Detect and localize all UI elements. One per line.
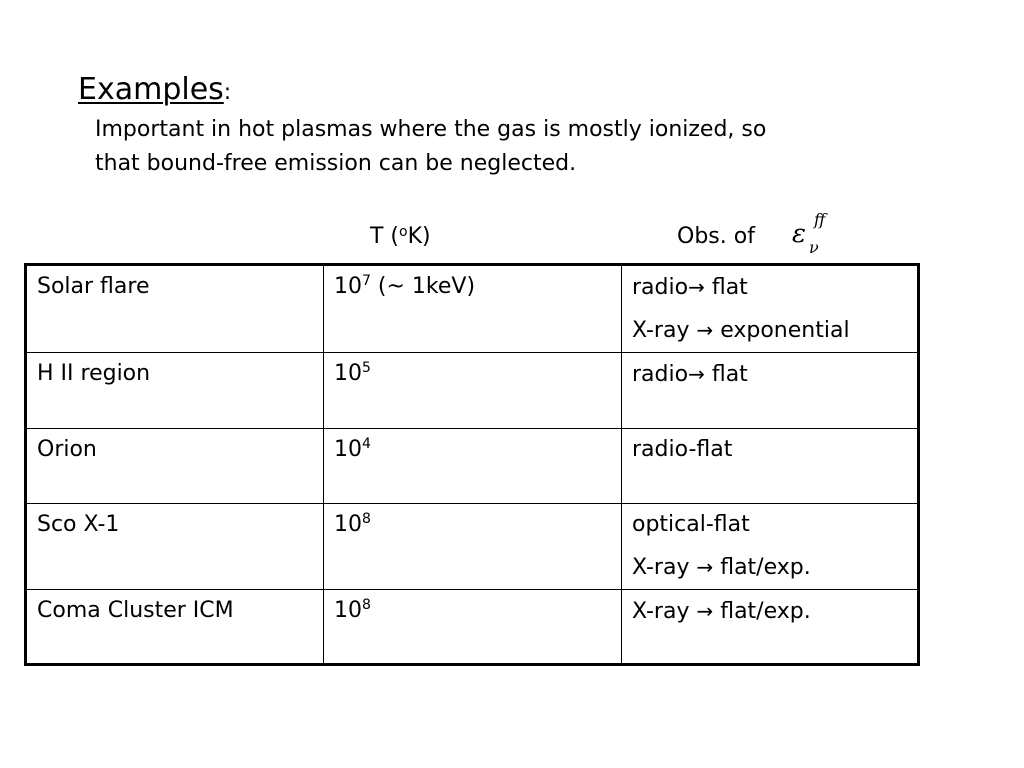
temperature-exponent: 5 [362, 360, 371, 376]
title-text: Examples [78, 72, 224, 107]
temperature-base: 10 [334, 512, 362, 537]
right-arrow-icon: → [688, 275, 705, 299]
observation-spectrum: exponential [713, 318, 850, 343]
observation-spectrum: flat [704, 275, 748, 300]
intro-line-2: that bound-free emission can be neglected. [95, 151, 577, 176]
observation-column-header: Obs. of [677, 224, 755, 249]
temperature-exponent: 8 [362, 511, 371, 527]
observation-cell [622, 429, 919, 504]
ff-superscript: ff [814, 210, 826, 229]
observation-line [632, 353, 907, 396]
emissivity-symbol [789, 208, 837, 256]
observation-band: X-ray [632, 318, 697, 343]
observation-cell [622, 590, 919, 665]
temperature-header-suffix: K) [407, 224, 431, 249]
observation-spectrum: flat/exp. [713, 599, 811, 624]
temperature-degree-symbol: o [399, 224, 408, 240]
temperature-cell [324, 504, 622, 590]
object-cell: Solar flare [26, 265, 324, 353]
temperature-cell [324, 265, 622, 353]
object-cell: Orion [26, 429, 324, 504]
temperature-note: (~ 1keV) [370, 274, 476, 299]
title-colon: : [223, 80, 232, 105]
observation-band: radio-flat [632, 437, 733, 462]
slide-title [78, 70, 231, 113]
observation-cell [622, 353, 919, 429]
temperature-cell [324, 353, 622, 429]
temperature-cell [324, 429, 622, 504]
observation-band: optical-flat [632, 512, 750, 537]
object-cell: Sco X-1 [26, 504, 324, 590]
temperature-base: 10 [334, 361, 362, 386]
right-arrow-icon: → [696, 555, 714, 579]
observation-line [632, 504, 907, 546]
epsilon-glyph: ε [792, 219, 806, 249]
temperature-exponent: 8 [362, 597, 371, 613]
observation-cell [622, 265, 919, 353]
temperature-header-prefix: T ( [370, 224, 400, 249]
observation-line [632, 546, 907, 589]
right-arrow-icon: → [688, 362, 705, 386]
plasma-sources-table [24, 263, 920, 666]
nu-subscript: ν [809, 238, 819, 256]
intro-line-1: Important in hot plasmas where the gas is mostly ionized, so [95, 117, 767, 142]
observation-line [632, 590, 907, 633]
observation-line [632, 429, 907, 471]
right-arrow-icon: → [696, 599, 714, 623]
table-row [26, 504, 919, 590]
table-row [26, 353, 919, 429]
observation-band: X-ray [632, 599, 697, 624]
temperature-column-header [370, 220, 431, 254]
intro-text [95, 113, 766, 181]
observation-line [632, 266, 907, 309]
table-body [26, 265, 919, 665]
temperature-base: 10 [334, 437, 362, 462]
right-arrow-icon: → [696, 318, 714, 342]
table-row [26, 429, 919, 504]
temperature-base: 10 [334, 598, 362, 623]
temperature-base: 10 [334, 274, 362, 299]
table-row [26, 265, 919, 353]
temperature-cell [324, 590, 622, 665]
observation-line [632, 309, 907, 352]
observation-band: X-ray [632, 555, 697, 580]
object-cell: H II region [26, 353, 324, 429]
table-row [26, 590, 919, 665]
object-cell: Coma Cluster ICM [26, 590, 324, 665]
observation-band: radio [632, 362, 689, 387]
temperature-exponent: 4 [362, 436, 371, 452]
temperature-exponent: 7 [362, 273, 371, 289]
observation-band: radio [632, 275, 689, 300]
observation-cell [622, 504, 919, 590]
observation-spectrum: flat [704, 362, 748, 387]
observation-spectrum: flat/exp. [713, 555, 811, 580]
